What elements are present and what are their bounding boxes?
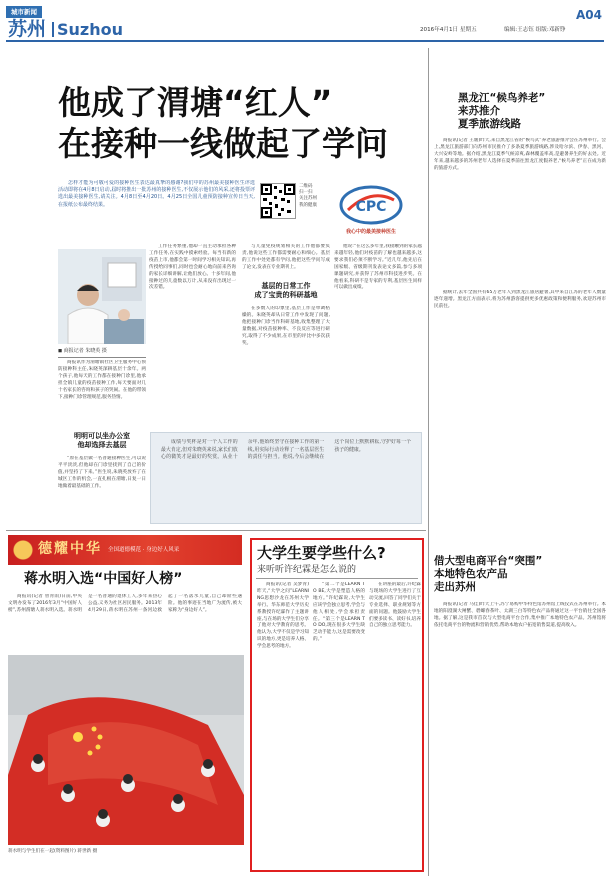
- right-body-1b: [434, 290, 606, 550]
- main-col-1-text: 商报讯作为渭塘镇社区卫生服务中心预防接种科主任,朱晓英深耕基层十余年。两个孩子,他每天的工作都在接种门诊里,他承担全镇儿童的疫苗接种工作,每天要面对几十名家长的咨询和孩子的哭闹。在他的带领下,接种门诊管理规范,服务热情。: [58, 360, 146, 400]
- main-col-2: [149, 244, 236, 430]
- headline-line-2: 在接种一线做起了学问: [58, 124, 388, 163]
- right-body-1b-text: 据统计,去年全国共有65万老年人到黑龙江旅居避暑,其中来自江苏的老年人数量逐年递增。黑龙江方面表示,将为苏州游客提供更多优惠政策和便利服务,欢迎苏州市民前往。: [434, 290, 606, 309]
- date-line: 2016年4月1日 星期五: [420, 27, 477, 33]
- qr-code[interactable]: [260, 183, 296, 219]
- main-col-1: [58, 360, 146, 428]
- subhead-2: 基层的日常工作 成了宝贵的科研基地: [254, 282, 318, 299]
- bottom-mid-col-2-text: “第二个是LEARN TO BE,大学是塑造人格的地方。”许纪霖说,大学生应该学会独立思考,学会与他人相处,学会承担责任。“第三个是LEARN TO DO,现在很多大学生缺乏动手能力,这是需要改变的。”: [313, 582, 365, 643]
- qr-caption: 二维码 扫一扫 关注苏州 我的健康: [299, 184, 317, 208]
- bottom-mid-title: 大学生要学些什么?: [257, 544, 386, 562]
- bottom-left-body: [8, 594, 242, 652]
- lead-text: 怎样才能为可敬可爱的接种医生表达最真挚的感谢?我们中的苏州最美接种医生评选活动即将在4月8日启动,届时将推出一批苏州的接种医生,不仅展示他们的风采,还将投票评选出最美接种医生,请关注。4月8日至4月20日。4月25日全国儿童预防接种宣传日当天,在报纸公布最终结果。: [58, 180, 255, 208]
- editor-line: 编辑:王志钰 组版:邓新铮: [504, 27, 566, 33]
- bottom-mid-title-rule: [256, 578, 418, 579]
- subhead-1: 明明可以坐办公室 他却选择去基层: [74, 432, 130, 449]
- photo-caption: [58, 347, 107, 354]
- bottom-mid-col-3-text: 在讲座的最后,许纪霖与现场的大学生进行了互动交流,回答了同学们关于专业选择、职业规划等方面的问题。他鼓励大学生们要多读书、读好书,培养自己的独立思考能力。: [369, 582, 421, 629]
- right-body-1: [434, 138, 606, 288]
- bottom-mid-col-1-text: 商报讯(记者 吴梦青)昨天,“大学之问”LEARNING思想沙龙在苏州大学举行。华东师范大学历史系教授许纪霖作了主题讲座,与在场的大学生们分享了他对大学教育的思考。他认为,大学不仅是学习知识的地方,更是培养人格、学会思考的地方。: [257, 582, 309, 650]
- bottom-left-body-text: 商报讯(记者 曾青雨)日前,中央文明办发布了2016年3月“中国好人榜”,苏州渭塘人蒋水明入选。蒋水明是一名普通的退休工人,多年来热心公益,义务为社区居民服务。2013年4月29日,蒋水明在苏州一条河边救起了一名落水儿童,自己却险些遇险。他的事迹在当地广为流传,被大家称为“身边好人”。: [8, 594, 242, 613]
- main-col-3b-text: 在多数人的印象里,基层工作是单调枯燥的。朱晓英却从日常工作中发现了问题,他把接种门诊当作科研基地,收集整理了大量数据,对疫苗接种率、不良反应等进行研究,取得了不少成果,在市里的评比中多次获奖。: [242, 306, 330, 346]
- bottom-left-headline: 蒋水明入选“中国好人榜”: [24, 571, 183, 587]
- right-headline-2: 借大型电商平台“突围” 本地特色农产品 走出苏州: [434, 555, 543, 593]
- right-body-2-text: 商报讯(记者 马佳)昨天上午,苏宁易购中华特色馆苏州馆上线仪式在苏州举行。本地的阳澄湖大闸蟹、碧螺春茶叶、太湖三白等特色农产品将通过这一平台销往全国各地。据了解,这是我市首次与大型电商平台合作,集中推广本地特色农产品。苏州馆将依托电商平台的物流和营销优势,帮助本地农户拓宽销售渠道,提高收入。: [434, 602, 606, 628]
- bottom-mid-col-2: [313, 582, 365, 868]
- campaign-logo-icon: [334, 184, 408, 226]
- right-body-1-text: 商报讯(记者 王媛)昨天,来自黑龙江省的“候鸟式”养老旅游推介会在苏州举行。会上,黑龙江旅游部门向苏州市民推介了多条夏季旅游线路,涉及哈尔滨、伊春、黑河、大兴安岭等地。据介绍,黑龙江夏季气候凉爽,森林覆盖率高,是避暑养生的好去处。近年来,越来越多的苏州老年人选择在夏季前往黑龙江度假养老,“候鸟养老”正在成为新的旅游方式。: [434, 138, 606, 171]
- page-number: A04: [576, 8, 602, 22]
- bottom-mid-col-1: [257, 582, 309, 868]
- main-col-3: [242, 244, 330, 278]
- city-cn: 苏州: [8, 18, 47, 40]
- headline-line-1: 他成了渭塘“红人”: [58, 83, 333, 122]
- doctor-photo: [58, 249, 146, 344]
- main-bottom-divider: [6, 530, 426, 531]
- header-rule: [6, 40, 604, 42]
- main-col-1b-text: “原在基层做一名普通接种医生,可以说平平淡淡,但他却在门诊里找到了自己的价值,并坚持了下来。”医生说,朱晓英放弃了在城区工作的机会,一直扎根在渭塘,日复一日地做着最基础的工作。: [58, 456, 146, 489]
- banner-title: 德耀中华: [38, 541, 102, 557]
- bottom-mid-col-3: [369, 582, 421, 868]
- right-headline-1: 黑龙江“候鸟养老” 来苏推介 夏季旅游线路: [458, 92, 546, 130]
- quote-box: [150, 432, 422, 524]
- flag-photo-caption: 蒋水明与学生们在一起(资料图片) 蒋世新 摄: [8, 849, 98, 854]
- main-col-2-text: 工作任务繁重,他却一直主动承担各种工作任务,在实践中摸索经验。每当有新的疫苗上市,他都会第一时间学习相关知识,再传授给同事们,同时也会耐心地向前来咨询的家长详细讲解,让他们放心。十多年间,他接种过的儿童数以万计,从来没有出现过一次差错。: [149, 244, 236, 291]
- section-tag: 城市新闻: [6, 6, 42, 18]
- main-col-4: [334, 244, 422, 430]
- city-divider: [52, 22, 54, 37]
- camera-icon: ◼: [58, 348, 63, 354]
- masthead: [6, 6, 606, 40]
- svg-text:CPC: CPC: [355, 199, 387, 215]
- main-right-divider: [428, 48, 429, 876]
- city-en: Suzhou: [57, 20, 123, 39]
- right-body-2: [434, 602, 606, 872]
- lead-paragraph: [58, 180, 255, 240]
- main-col-4-text: 他说:“在这么多年里,我接触到的家长越来越年轻,他们对疫苗的了解也越来越多,这要求我们必须不断学习。”近几年,他先后在国家级、省级期刊发表论文多篇,参与多项课题研究,并获得了苏州市科技进步奖。在他看来,科研不是专家的专利,基层医生同样可以做出成绩。: [334, 244, 422, 291]
- bottom-mid-subtitle: 来听听许纪霖是怎么说的: [257, 565, 357, 575]
- logo-text: 我心中的最美接种医生: [345, 229, 396, 235]
- main-col-1b: [58, 456, 146, 518]
- photo-caption-rule: [58, 357, 146, 358]
- campaign-logo: [334, 184, 408, 240]
- flag-photo: [8, 655, 244, 845]
- quote-text: 成绩与奖杯是对一个人工作的最大肯定,但对朱晓英来说,家长们放心的微笑才是最好的奖赏。从业十余年,他始终坚守在接种工作的第一线,用实际行动诠释了一名基层医生的责任与担当。他说,今后会继续在这个岗位上默默耕耘,守护好每一个孩子的健康。: [161, 439, 411, 461]
- main-col-3b: [242, 306, 330, 430]
- main-col-3-text: 与儿童免疫规划相关的工作他都要负责,他说这些工作都需要耐心和细心。基层的工作中处处都有学问,他把这些学问写成了论文,发表在专业期刊上。: [242, 244, 330, 270]
- banner: [8, 535, 242, 565]
- banner-deco: [8, 535, 38, 565]
- banner-subtitle: 全国道德模范 · 身边好人风采: [108, 547, 180, 553]
- photo-caption-text: 商报记者 朱晓英 摄: [63, 348, 107, 354]
